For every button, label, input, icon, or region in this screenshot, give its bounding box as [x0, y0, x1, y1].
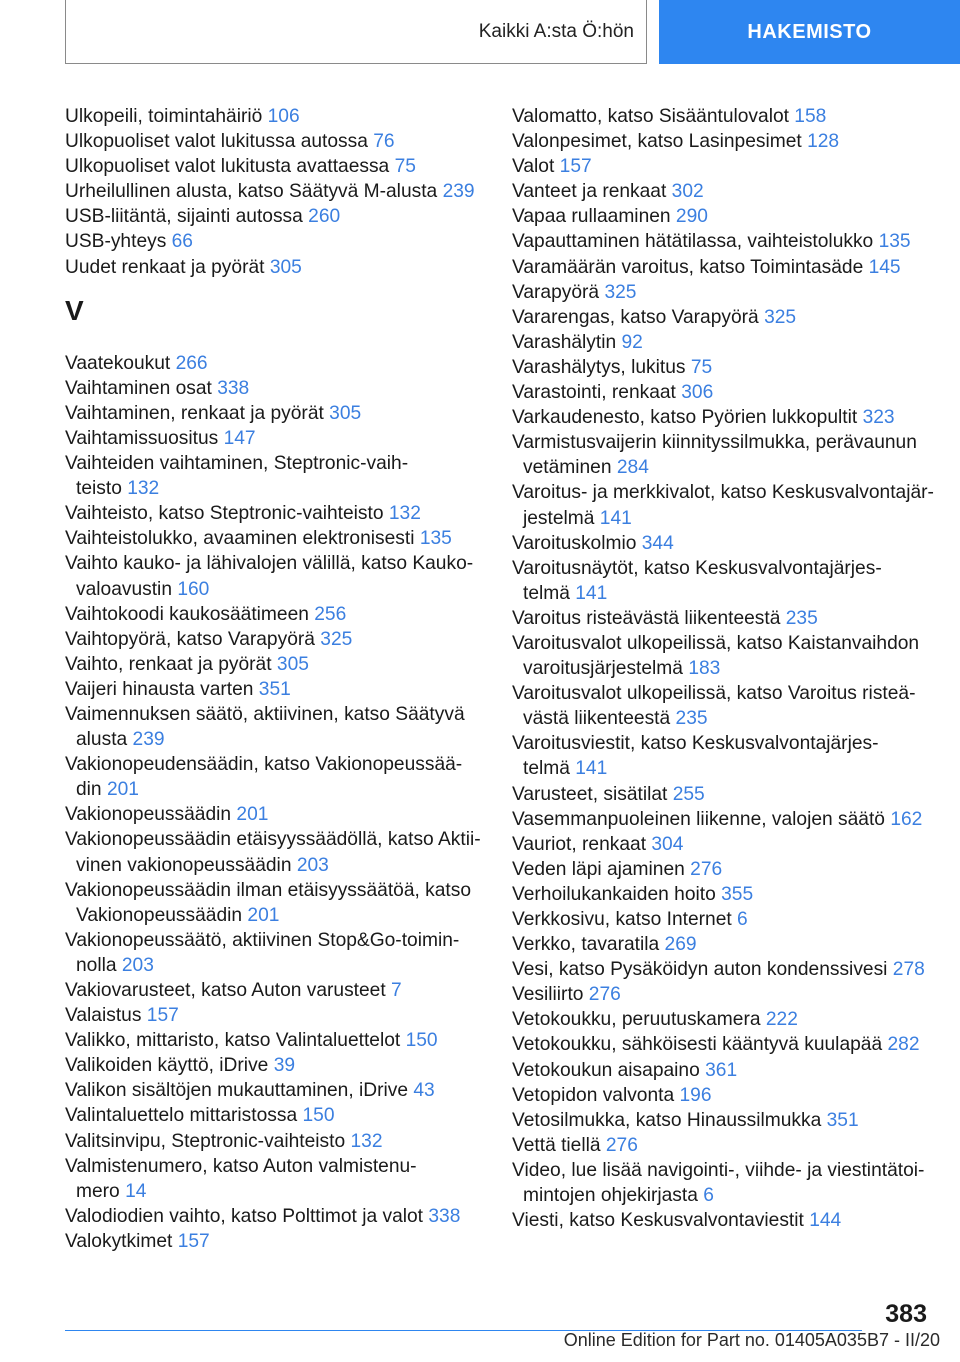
index-entry-text: Verkko, tavaratila — [512, 934, 660, 956]
index-entry-text: Vaihtaminen, renkaat ja pyörät — [65, 402, 324, 424]
index-entry-text: Vakionopeussäädin ilman etäisyyssäätöä, katso — [65, 879, 472, 901]
index-entry-text: Varamäärän varoitus, katso Toimintasäde — [512, 256, 864, 278]
page-reference-link[interactable]: 183 — [688, 658, 721, 680]
index-entry-text: Verkkosivu, katso Internet — [512, 909, 732, 930]
index-entry-text: Vetokoukun aisapaino — [512, 1059, 700, 1081]
page-reference-link[interactable]: 201 — [247, 904, 280, 926]
index-entry-text: alusta — [76, 729, 128, 751]
index-entry-text: Valikon sisältöjen mukauttaminen, iDrive — [65, 1080, 409, 1102]
index-entry — [65, 1204, 485, 1229]
index-entry — [512, 982, 932, 1007]
index-entry — [512, 932, 932, 957]
index-entry — [512, 179, 932, 204]
index-entry — [65, 426, 485, 451]
index-entry-text: mero — [76, 1180, 120, 1202]
index-entry-text: Vetokoukku, sähköisesti kääntyvä kuulapää — [512, 1034, 883, 1056]
index-entry-text: Valokytkimet — [65, 1230, 173, 1252]
page-reference-link[interactable]: 355 — [721, 883, 754, 905]
index-entry-text: Viesti, katso Keskusvalvontaviestit — [512, 1210, 804, 1232]
index-entry — [512, 154, 932, 179]
index-entry-text: västä liikenteestä — [523, 708, 671, 730]
index-entry — [512, 832, 932, 857]
index-entry-text: Valikoiden käyttö, iDrive — [65, 1055, 269, 1077]
index-entry — [512, 129, 932, 154]
index-entry — [512, 255, 932, 280]
header-title: Kaikki A:sta Ö:hön — [478, 20, 634, 42]
index-entry-text: jestelmä — [523, 507, 595, 529]
index-entry — [65, 526, 485, 551]
index-entry — [512, 857, 932, 882]
page-reference-link[interactable]: 75 — [394, 156, 416, 178]
index-entry-text: Vaijeri hinausta varten — [65, 678, 254, 700]
page-reference-link[interactable]: 269 — [664, 934, 697, 956]
page-reference-link[interactable]: 255 — [672, 783, 705, 805]
page-number: 383 — [885, 1300, 927, 1328]
page-reference-link[interactable]: 239 — [132, 729, 165, 751]
page-reference-link[interactable]: 147 — [223, 427, 256, 449]
index-entry — [512, 1007, 932, 1032]
page-reference-link[interactable]: 132 — [127, 478, 160, 500]
footer-edition-text: Online Edition for Part no. 01405A035B7 - II/20 — [563, 1330, 940, 1350]
page-reference-link[interactable]: 157 — [177, 1230, 210, 1252]
index-entry — [512, 882, 932, 907]
index-entry — [512, 355, 932, 380]
index-entry-text: teisto — [76, 478, 122, 500]
index-entry — [512, 1058, 932, 1083]
page-reference-link[interactable]: 144 — [809, 1210, 842, 1232]
index-entry — [512, 556, 932, 606]
index-entry-text: Vaihto, renkaat ja pyörät — [65, 653, 272, 675]
index-entry — [65, 551, 485, 601]
page-reference-link[interactable]: 276 — [588, 984, 621, 1006]
page-reference-link[interactable]: 325 — [320, 628, 353, 650]
page-reference-link[interactable]: 203 — [296, 854, 329, 876]
index-entry-text: Valitsinvipu, Steptronic-vaihteisto — [65, 1130, 346, 1152]
index-entry-text: Valot — [512, 156, 555, 178]
index-entry-text: din — [76, 779, 102, 801]
index-entry-text: Verhoilukankaiden hoito — [512, 883, 716, 905]
index-column-right — [512, 104, 932, 1233]
page-reference-link[interactable]: 158 — [794, 106, 827, 127]
index-entry-text: Varoituskolmio — [512, 532, 637, 554]
index-entry-text: Varashälytin — [512, 331, 617, 353]
page-reference-link[interactable]: 323 — [862, 407, 895, 429]
page-reference-link[interactable]: 325 — [604, 281, 637, 303]
index-entry — [65, 802, 485, 827]
page-reference-link[interactable]: 351 — [258, 678, 291, 700]
index-entry — [65, 229, 485, 254]
page-reference-link[interactable]: 260 — [308, 206, 341, 228]
index-group-u — [65, 104, 485, 280]
index-entry-text: Vaihtamissuositus — [65, 427, 219, 449]
index-entry — [512, 480, 932, 530]
index-entry-text: Varoitus- ja merkkivalot, katso Keskusvalvontajär- — [512, 482, 934, 504]
index-entry-text: telmä — [523, 582, 570, 604]
index-entry-text: Varoitus risteävästä liikenteestä — [512, 607, 781, 629]
index-entry-text: mintojen ohjekirjasta — [523, 1185, 698, 1207]
section-letter: V — [65, 294, 84, 326]
index-entry-text: Varastointi, renkaat — [512, 382, 676, 404]
index-entry-text: Vaihto kauko- ja lähivalojen välillä, katso Kauko- — [65, 553, 474, 575]
index-entry-text: nolla — [76, 954, 117, 976]
index-entry — [65, 978, 485, 1003]
index-entry-text: Urheilullinen alusta, katso Säätyvä M-alusta — [65, 181, 438, 203]
index-entry — [65, 154, 485, 179]
index-entry-text: Vetokoukku, peruutuskamera — [512, 1009, 761, 1031]
index-entry-text: valoavustin — [76, 578, 172, 600]
page-reference-link[interactable]: 235 — [675, 708, 708, 730]
index-entry — [65, 652, 485, 677]
page-reference-link[interactable]: 132 — [388, 503, 421, 525]
index-entry-text: Vakionopeudensäädin, katso Vakionopeussää- — [65, 754, 463, 776]
index-entry-text: Vaihteistolukko, avaaminen elektronisesti — [65, 528, 415, 550]
index-entry — [65, 1028, 485, 1053]
index-entry — [512, 1032, 932, 1057]
index-entry-text: Vapaa rullaaminen — [512, 206, 671, 228]
page-reference-link[interactable]: 305 — [269, 256, 302, 278]
page-reference-link[interactable]: 14 — [125, 1180, 147, 1202]
index-entry — [65, 104, 485, 129]
index-tab[interactable] — [659, 0, 960, 64]
page-reference-link[interactable]: 344 — [641, 532, 674, 554]
page-reference-link[interactable]: 351 — [826, 1109, 859, 1131]
index-entry — [65, 376, 485, 401]
index-entry — [65, 602, 485, 627]
page-reference-link[interactable]: 222 — [765, 1009, 798, 1031]
page-reference-link[interactable]: 75 — [690, 356, 713, 378]
index-entry — [512, 204, 932, 229]
index-entry-text: Vesi, katso Pysäköidyn auton kondenssivesi — [512, 959, 888, 981]
index-entry-text: vinen vakionopeussäädin — [76, 854, 292, 876]
index-entry — [512, 1158, 932, 1208]
page-reference-link[interactable]: 276 — [605, 1134, 638, 1156]
index-entry-text: USB-yhteys — [65, 231, 167, 253]
page-reference-link[interactable]: 338 — [217, 377, 250, 399]
page-reference-link[interactable]: 39 — [273, 1055, 296, 1077]
index-entry — [65, 1154, 485, 1204]
page-reference-link[interactable]: 128 — [807, 131, 840, 153]
index-entry-text: Vakionopeussäätö, aktiivinen Stop&Go-toimin- — [65, 929, 460, 951]
index-entry-text: Ulkopeili, toimintahäiriö — [65, 106, 263, 127]
index-entry-text: Vaihtokoodi kaukosäätimeen — [65, 603, 309, 625]
index-entry-text: Vetopidon valvonta — [512, 1084, 675, 1106]
index-entry-text: Varapyörä — [512, 281, 600, 303]
page-reference-link[interactable]: 6 — [737, 909, 748, 930]
page-reference-link[interactable]: 150 — [302, 1105, 335, 1127]
index-entry-text: Valomatto, katso Sisääntulovalot — [512, 106, 789, 127]
index-entry — [65, 1103, 485, 1128]
page-reference-link[interactable]: 66 — [171, 231, 193, 253]
index-entry — [65, 1129, 485, 1154]
index-entry-text: varoitusjärjestelmä — [523, 658, 683, 680]
page-reference-link[interactable]: 6 — [703, 1185, 714, 1207]
page-reference-link[interactable]: 157 — [559, 156, 592, 178]
index-entry — [512, 305, 932, 330]
index-entry-text: Video, lue lisää navigointi-, viihde- ja viestintätoi- — [512, 1159, 925, 1181]
index-entry — [65, 627, 485, 652]
page-reference-link[interactable]: 106 — [267, 106, 300, 127]
index-column-left — [65, 104, 485, 1254]
index-entry-text: Varoitusviestit, katso Keskusvalvontajärjes- — [512, 733, 879, 755]
page-reference-link[interactable]: 201 — [106, 779, 139, 801]
page-reference-link[interactable]: 361 — [705, 1059, 738, 1081]
index-entry-text: Vapauttaminen hätätilassa, vaihteistolukko — [512, 231, 874, 253]
index-entry-text: Valmistenumero, katso Auton valmistenu- — [65, 1155, 417, 1177]
index-entry-text: Vaimennuksen säätö, aktiivinen, katso Säätyvä — [65, 703, 465, 725]
index-entry — [512, 104, 932, 129]
index-entry — [65, 1053, 485, 1078]
page-reference-link[interactable]: 76 — [373, 131, 395, 153]
page-reference-link[interactable]: 338 — [428, 1205, 461, 1227]
index-group-v-continued — [512, 104, 932, 1233]
index-group-v — [65, 351, 485, 1254]
page-reference-link[interactable]: 302 — [671, 181, 704, 203]
index-entry — [512, 1208, 932, 1233]
index-entry — [65, 501, 485, 526]
page-reference-link[interactable]: 306 — [681, 382, 714, 404]
index-entry — [65, 204, 485, 229]
index-entry — [65, 129, 485, 154]
page-reference-link[interactable]: 266 — [175, 352, 208, 374]
index-entry-text: Veden läpi ajaminen — [512, 858, 685, 880]
index-entry — [512, 631, 932, 681]
page-reference-link[interactable]: 162 — [890, 808, 923, 830]
index-entry — [512, 1108, 932, 1133]
index-entry — [65, 928, 485, 978]
page-reference-link[interactable]: 278 — [892, 959, 925, 981]
page-reference-link[interactable]: 290 — [675, 206, 708, 228]
index-entry-text: Varmistusvaijerin kiinnityssilmukka, perävaunun — [512, 432, 917, 454]
index-tab-label: HAKEMISTO — [747, 20, 872, 43]
index-entry-text: Varkaudenesto, katso Pyörien lukkopultit — [512, 407, 858, 429]
index-entry-text: telmä — [523, 758, 570, 780]
page-reference-link[interactable]: 160 — [177, 578, 210, 600]
index-entry-text: Valintaluettelo mittaristossa — [65, 1105, 298, 1127]
index-entry-text: Varoitusvalot ulkopeilissä, katso Kaistanvaihdon — [512, 632, 920, 654]
page-reference-link[interactable]: 239 — [442, 181, 475, 203]
page-reference-link[interactable]: 150 — [405, 1030, 438, 1052]
page-reference-link[interactable]: 141 — [599, 507, 632, 529]
page-reference-link[interactable]: 235 — [785, 607, 818, 629]
index-entry-text: Vakionopeussäädin — [76, 904, 243, 926]
page-reference-link[interactable]: 203 — [121, 954, 154, 976]
index-entry — [512, 731, 932, 781]
page-reference-link[interactable]: 305 — [329, 402, 362, 424]
index-entry-text: Vesiliirto — [512, 984, 584, 1006]
page-reference-link[interactable]: 325 — [764, 306, 797, 328]
index-entry-text: Vakiovarusteet, katso Auton varusteet — [65, 980, 386, 1001]
index-entry — [65, 878, 485, 928]
index-entry-text: Vasemmanpuoleinen liikenne, valojen säätö — [512, 808, 885, 830]
page-reference-link[interactable]: 282 — [887, 1034, 920, 1056]
index-entry-text: Vetosilmukka, katso Hinaussilmukka — [512, 1109, 822, 1131]
index-entry — [65, 401, 485, 426]
index-entry-text: Vauriot, renkaat — [512, 833, 647, 855]
index-entry-text: Vanteet ja renkaat — [512, 181, 667, 203]
index-entry — [512, 531, 932, 556]
index-entry — [512, 405, 932, 430]
index-entry — [512, 957, 932, 982]
index-entry-text: vetäminen — [523, 457, 612, 479]
page-reference-link[interactable]: 92 — [621, 331, 643, 353]
page-reference-link[interactable]: 135 — [878, 231, 911, 253]
page-reference-link[interactable]: 305 — [276, 653, 309, 675]
index-entry-text: Vaihtopyörä, katso Varapyörä — [65, 628, 315, 650]
index-entry-text: Ulkopuoliset valot lukitusta avattaessa — [65, 156, 390, 178]
page-reference-link[interactable]: 201 — [236, 804, 269, 826]
page-reference-link[interactable]: 43 — [413, 1080, 435, 1102]
index-entry — [65, 677, 485, 702]
index-entry — [65, 1078, 485, 1103]
header-section-title-box — [65, 0, 647, 64]
page-reference-link[interactable]: 304 — [651, 833, 684, 855]
index-entry — [512, 907, 932, 932]
index-entry — [512, 430, 932, 480]
page-reference-link[interactable]: 135 — [419, 528, 452, 550]
index-entry-text: USB-liitäntä, sijainti autossa — [65, 206, 303, 228]
index-entry-text: Vaihtaminen osat — [65, 377, 212, 399]
index-entry-text: Vaihteisto, katso Steptronic-vaihteisto — [65, 503, 384, 525]
index-entry-text: Vettä tiellä — [512, 1134, 601, 1156]
index-entry-text: Varusteet, sisätilat — [512, 783, 668, 805]
index-entry — [512, 606, 932, 631]
page-reference-link[interactable]: 145 — [868, 256, 901, 278]
index-entry — [512, 380, 932, 405]
index-entry-text: Vakionopeussäädin etäisyyssäädöllä, katso Aktii- — [65, 829, 481, 851]
page-reference-link[interactable]: 7 — [391, 980, 402, 1001]
index-entry-text: Valonpesimet, katso Lasinpesimet — [512, 131, 802, 153]
index-entry-text: Valikko, mittaristo, katso Valintaluettelot — [65, 1030, 401, 1052]
index-entry — [65, 179, 485, 204]
index-entry — [65, 351, 485, 376]
index-entry — [65, 1003, 485, 1028]
page-reference-link[interactable]: 284 — [616, 457, 649, 479]
index-entry — [512, 807, 932, 832]
index-entry-text: Vaatekoukut — [65, 352, 171, 374]
index-entry — [512, 1083, 932, 1108]
index-entry-text: Uudet renkaat ja pyörät — [65, 256, 265, 278]
index-entry — [512, 782, 932, 807]
index-entry-text: Varoitusvalot ulkopeilissä, katso Varoitus risteä- — [512, 683, 916, 705]
page-reference-link[interactable]: 157 — [146, 1005, 179, 1027]
index-entry-text: Vaihteiden vaihtaminen, Steptronic-vaih- — [65, 453, 409, 475]
index-entry — [65, 451, 485, 501]
index-entry — [65, 702, 485, 752]
index-entry-text: Valodiodien vaihto, katso Polttimot ja valot — [65, 1205, 424, 1227]
index-entry — [65, 752, 485, 802]
page-reference-link[interactable]: 276 — [690, 858, 723, 880]
index-entry — [65, 1229, 485, 1254]
index-entry-text: Valaistus — [65, 1005, 142, 1027]
index-entry — [65, 827, 485, 877]
index-entry — [512, 280, 932, 305]
index-entry — [512, 229, 932, 254]
index-entry — [512, 681, 932, 731]
index-entry — [512, 1133, 932, 1158]
page-reference-link[interactable]: 196 — [679, 1084, 712, 1106]
page-reference-link[interactable]: 141 — [575, 758, 608, 780]
index-entry — [65, 255, 485, 280]
page-reference-link[interactable]: 141 — [575, 582, 608, 604]
index-entry-text: Ulkopuoliset valot lukitussa autossa — [65, 131, 368, 153]
index-entry — [512, 330, 932, 355]
index-entry-text: Vararengas, katso Varapyörä — [512, 306, 759, 328]
index-entry-text: Varoitusnäytöt, katso Keskusvalvontajärjes- — [512, 557, 882, 579]
page-reference-link[interactable]: 256 — [314, 603, 347, 625]
page-reference-link[interactable]: 132 — [350, 1130, 383, 1152]
index-entry-text: Vakionopeussäädin — [65, 804, 232, 826]
index-entry-text: Varashälytys, lukitus — [512, 356, 686, 378]
